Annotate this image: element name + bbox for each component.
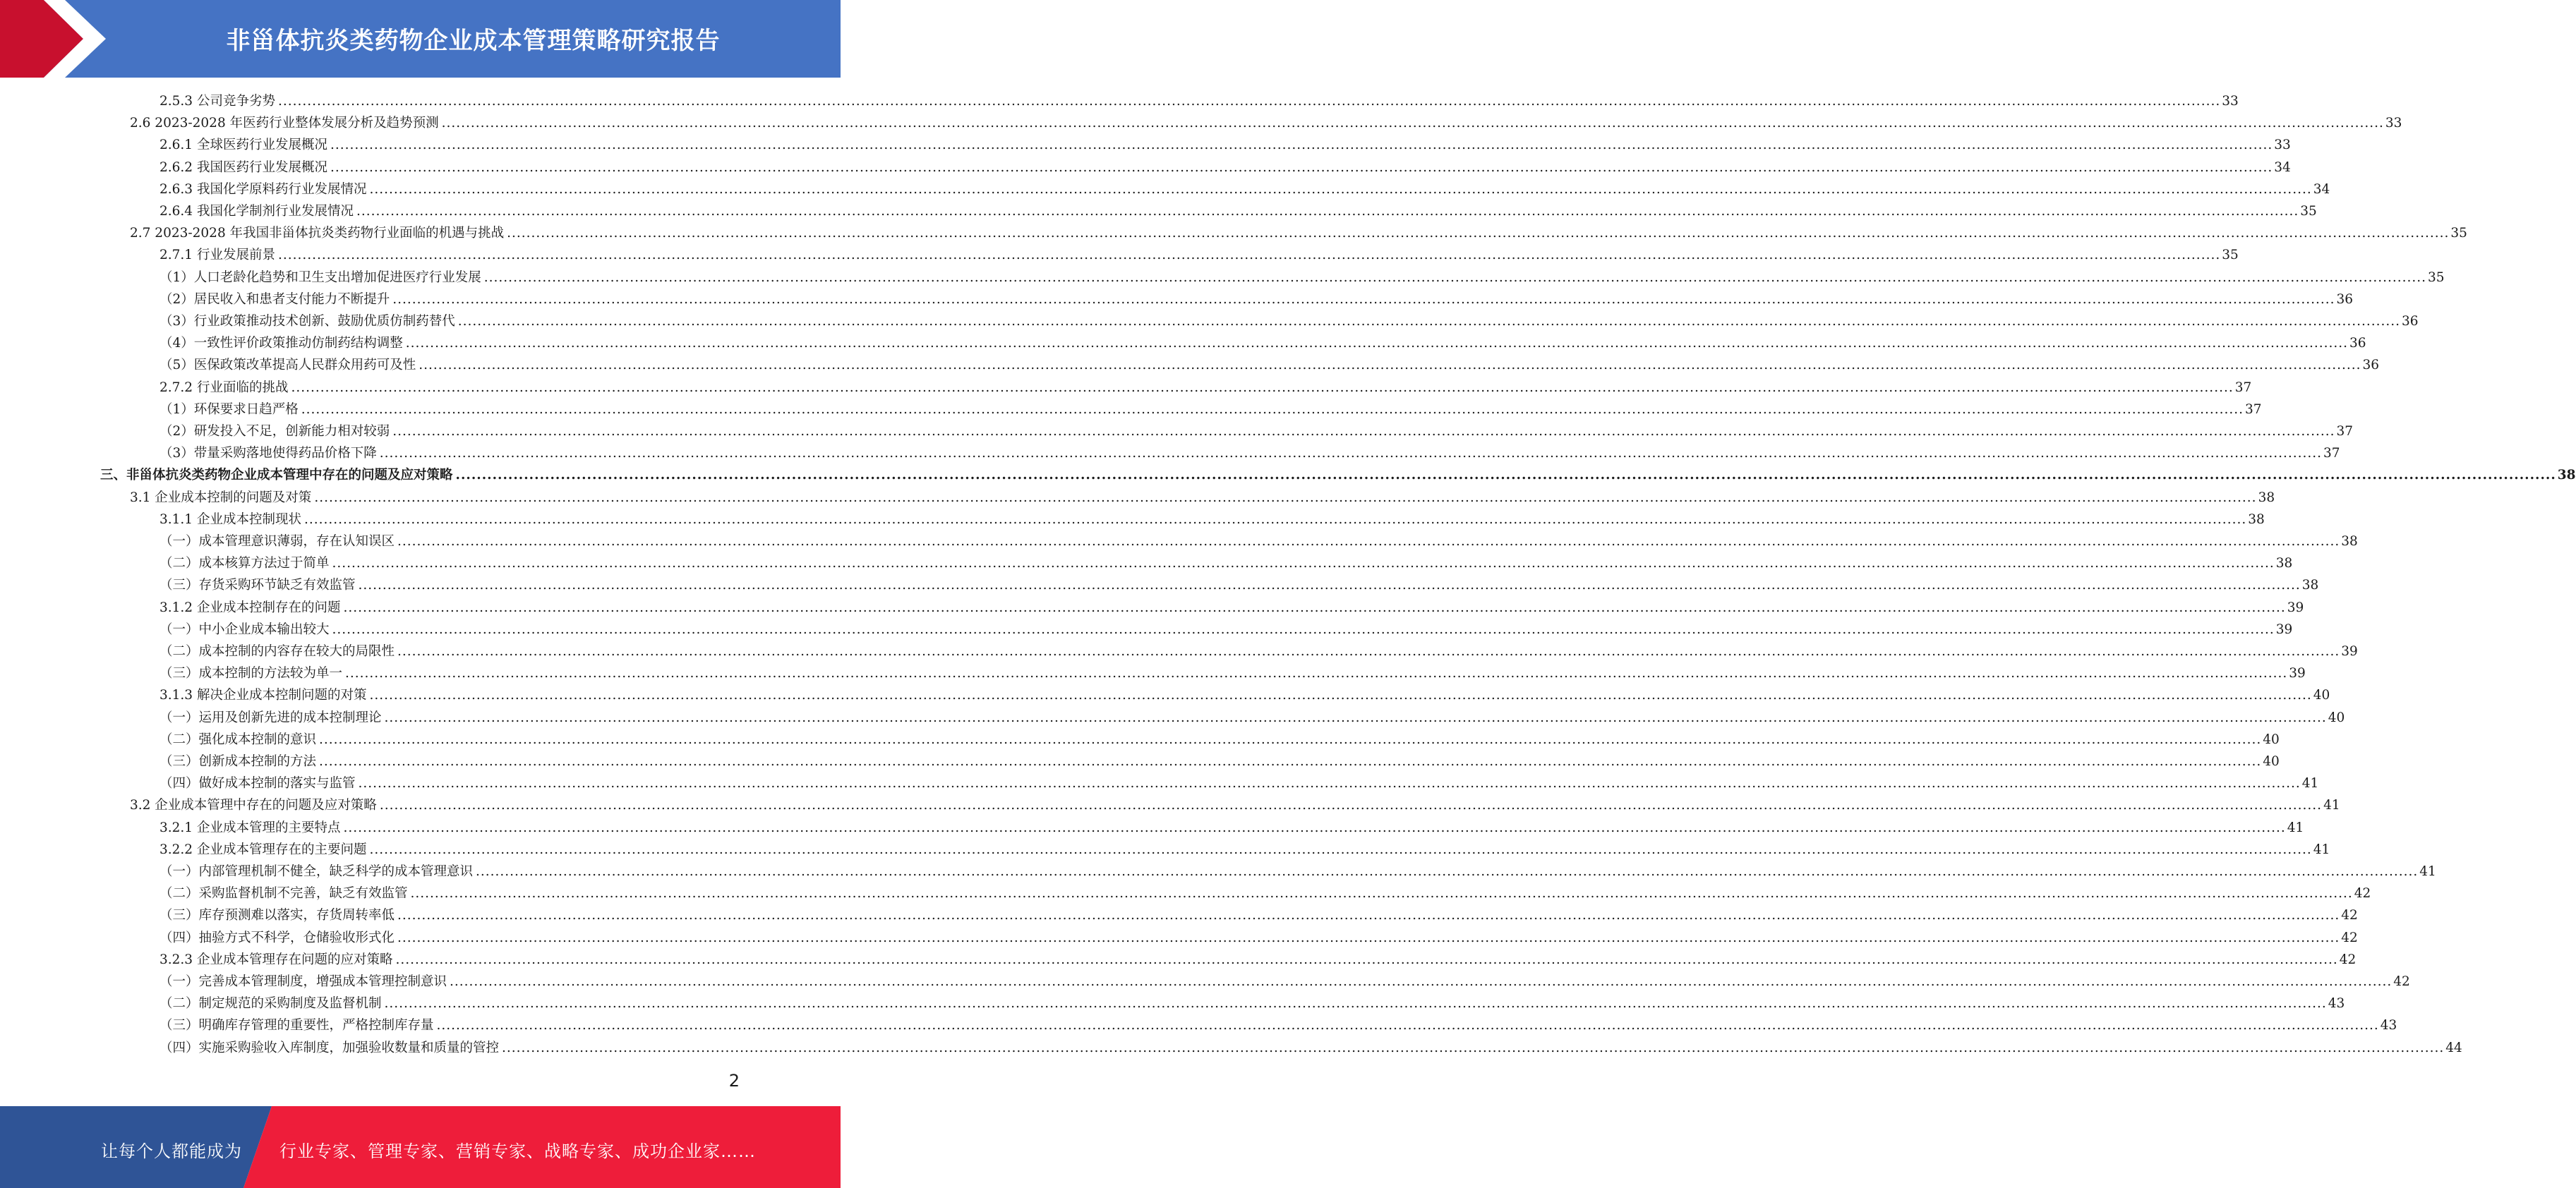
toc-entry-page: 35 — [2450, 226, 2467, 241]
toc-leader-dots: ................................................................................................................................................................................................................................................................................................................................................................................................................ — [441, 116, 2384, 131]
toc-leader-dots: ................................................................................................................................................................................................................................................................................................................................................................................................................ — [483, 269, 2427, 285]
header-banner — [0, 0, 841, 78]
toc-leader-dots: ................................................................................................................................................................................................................................................................................................................................................................................................................ — [343, 600, 2286, 615]
toc-entry-label: （三）创新成本控制的方法 — [160, 754, 317, 769]
toc-entry[interactable] — [160, 838, 2330, 859]
toc-entry-page: 42 — [2341, 908, 2358, 923]
toc-entry[interactable] — [160, 530, 2358, 551]
toc-entry-page: 36 — [2336, 291, 2354, 307]
toc-entry-label: 3.2.1 企业成本管理的主要特点 — [160, 820, 341, 835]
toc-entry-label: （二）成本核算方法过于简单 — [160, 556, 330, 571]
toc-entry[interactable] — [160, 816, 2304, 837]
toc-leader-dots: ................................................................................................................................................................................................................................................................................................................................................................................................................ — [330, 138, 2273, 153]
toc-entry-page: 40 — [2313, 688, 2330, 703]
toc-leader-dots: ................................................................................................................................................................................................................................................................................................................................................................................................................ — [319, 754, 2262, 769]
toc-entry-label: （4）一致性评价政策推动仿制药结构调整 — [160, 336, 403, 351]
toc-leader-dots: ................................................................................................................................................................................................................................................................................................................................................................................................................ — [319, 732, 2262, 747]
toc-entry-label: 2.7.2 行业面临的挑战 — [160, 380, 289, 395]
toc-entry-label: （3）带量采购落地使得药品价格下降 — [160, 446, 377, 461]
toc-entry-label: 2.6.2 我国医药行业发展概况 — [160, 159, 327, 175]
toc-leader-dots: ................................................................................................................................................................................................................................................................................................................................................................................................................ — [450, 974, 2393, 989]
chevron-arrow-icon — [0, 0, 113, 78]
toc-entry-page: 38 — [2258, 490, 2275, 505]
toc-leader-dots: ................................................................................................................................................................................................................................................................................................................................................................................................................ — [345, 666, 2288, 681]
toc-entry-label: 3.1 企业成本控制的问题及对策 — [130, 490, 312, 505]
toc-entry-label: 2.6.3 我国化学原料药行业发展情况 — [160, 181, 367, 197]
toc-entry-label: （一）成本管理意识薄弱，存在认知误区 — [160, 534, 395, 549]
toc-entry[interactable] — [160, 243, 2239, 265]
toc-entry-label: 2.7 2023-2028 年我国非甾体抗炎类药物行业面临的机遇与挑战 — [130, 226, 505, 241]
footer-banner — [0, 1106, 841, 1188]
toc-entry-label: 3.2 企业成本管理中存在的问题及应对策略 — [130, 798, 377, 813]
toc-entry-page: 38 — [2275, 556, 2293, 571]
toc-entry-label: 2.6.1 全球医药行业发展概况 — [160, 138, 327, 153]
toc-entry-label: 2.6 2023-2028 年医药行业整体发展分析及趋势预测 — [130, 116, 439, 131]
toc-entry-page: 36 — [2362, 358, 2380, 373]
toc-leader-dots: ................................................................................................................................................................................................................................................................................................................................................................................................................ — [507, 226, 2450, 241]
toc-entry-label: （一）完善成本管理制度，增强成本管理控制意识 — [160, 974, 447, 989]
toc-leader-dots: ................................................................................................................................................................................................................................................................................................................................................................................................................ — [397, 908, 2340, 923]
toc-entry-page: 42 — [2339, 952, 2357, 967]
toc-leader-dots: ................................................................................................................................................................................................................................................................................................................................................................................................................ — [405, 336, 2349, 351]
toc-entry-page: 43 — [2328, 996, 2345, 1012]
toc-entry[interactable] — [160, 353, 2380, 375]
toc-entry-label: （1）环保要求日趋严格 — [160, 401, 299, 417]
toc-entry-page: 35 — [2300, 204, 2317, 219]
toc-entry-label: 2.6.4 我国化学制剂行业发展情况 — [160, 204, 354, 219]
toc-entry[interactable] — [160, 420, 2354, 441]
toc-leader-dots: ................................................................................................................................................................................................................................................................................................................................................................................................................ — [314, 490, 2257, 505]
toc-entry[interactable] — [160, 662, 2306, 683]
toc-entry-page: 37 — [2323, 446, 2340, 461]
toc-entry[interactable] — [160, 992, 2345, 1013]
toc-leader-dots: ................................................................................................................................................................................................................................................................................................................................................................................................................ — [343, 820, 2286, 835]
toc-leader-dots: ................................................................................................................................................................................................................................................................................................................................................................................................................ — [455, 468, 2556, 483]
toc-leader-dots: ................................................................................................................................................................................................................................................................................................................................................................................................................ — [291, 380, 2234, 395]
toc-entry-label: 3.2.2 企业成本管理存在的主要问题 — [160, 842, 367, 857]
toc-entry-page: 36 — [2349, 336, 2366, 351]
toc-leader-dots: ................................................................................................................................................................................................................................................................................................................................................................................................................ — [356, 204, 2299, 219]
toc-entry-page: 33 — [2274, 138, 2291, 153]
toc-entry-label: （二）采购监督机制不完善，缺乏有效监管 — [160, 886, 408, 902]
toc-entry[interactable] — [160, 310, 2419, 331]
toc-entry[interactable] — [160, 376, 2252, 397]
toc-entry-page: 42 — [2393, 974, 2410, 989]
toc-entry-label: 3.1.1 企业成本控制现状 — [160, 511, 301, 527]
toc-leader-dots: ................................................................................................................................................................................................................................................................................................................................................................................................................ — [457, 314, 2401, 329]
toc-entry-label: （一）内部管理机制不健全，缺乏科学的成本管理意识 — [160, 864, 474, 879]
toc-entry[interactable] — [160, 133, 2291, 154]
toc-leader-dots: ................................................................................................................................................................................................................................................................................................................................................................................................................ — [397, 930, 2340, 945]
toc-entry-label: 2.7.1 行业发展前景 — [160, 248, 275, 263]
toc-entry-page: 41 — [2301, 776, 2319, 792]
toc-entry[interactable] — [160, 442, 2340, 463]
toc-entry-page: 34 — [2274, 159, 2291, 175]
toc-entry-label: （5）医保政策改革提高人民群众用药可及性 — [160, 358, 416, 373]
toc-entry[interactable] — [160, 90, 2239, 111]
toc-entry[interactable] — [160, 684, 2330, 705]
toc-leader-dots: ................................................................................................................................................................................................................................................................................................................................................................................................................ — [303, 511, 2247, 527]
toc-entry-label: （二）成本控制的内容存在较大的局限性 — [160, 644, 395, 659]
toc-leader-dots: ................................................................................................................................................................................................................................................................................................................................................................................................................ — [369, 181, 2312, 197]
toc-leader-dots: ................................................................................................................................................................................................................................................................................................................................................................................................................ — [332, 622, 2275, 637]
toc-entry-page: 35 — [2222, 248, 2239, 263]
toc-leader-dots: ................................................................................................................................................................................................................................................................................................................................................................................................................ — [358, 578, 2301, 593]
toc-leader-dots: ................................................................................................................................................................................................................................................................................................................................................................................................................ — [502, 1040, 2445, 1055]
toc-entry-page: 42 — [2354, 886, 2371, 902]
toc-entry[interactable] — [160, 508, 2265, 529]
toc-entry[interactable] — [160, 948, 2357, 969]
toc-entry-label: （3）行业政策推动技术创新、鼓励优质仿制药替代 — [160, 314, 455, 329]
toc-entry-page: 33 — [2222, 94, 2239, 109]
toc-leader-dots: ................................................................................................................................................................................................................................................................................................................................................................................................................ — [476, 864, 2419, 879]
toc-leader-dots: ................................................................................................................................................................................................................................................................................................................................................................................................................ — [301, 401, 2244, 417]
toc-entry-page: 35 — [2428, 269, 2445, 285]
toc-entry[interactable] — [160, 178, 2330, 199]
toc-entry-page: 37 — [2336, 424, 2354, 439]
toc-entry[interactable] — [160, 156, 2291, 177]
toc-entry-label: 三、非甾体抗炎类药物企业成本管理中存在的问题及应对策略 — [100, 468, 453, 483]
toc-entry[interactable] — [160, 772, 2319, 793]
toc-leader-dots: ................................................................................................................................................................................................................................................................................................................................................................................................................ — [369, 842, 2312, 857]
toc-leader-dots: ................................................................................................................................................................................................................................................................................................................................................................................................................ — [436, 1018, 2379, 1034]
toc-entry-label: 2.5.3 公司竞争劣势 — [160, 94, 275, 109]
toc-entry[interactable] — [160, 926, 2358, 947]
toc-entry-label: 3.2.3 企业成本管理存在问题的应对策略 — [160, 952, 393, 967]
footer-slogan-right: 行业专家、管理专家、营销专家、战略专家、成功企业家…… — [279, 1141, 756, 1161]
footer-slogan-left: 让每个人都能成为 — [101, 1141, 242, 1161]
toc-entry-page: 34 — [2313, 181, 2330, 197]
toc-leader-dots: ................................................................................................................................................................................................................................................................................................................................................................................................................ — [410, 886, 2353, 902]
toc-leader-dots: ................................................................................................................................................................................................................................................................................................................................................................................................................ — [384, 996, 2327, 1012]
toc-entry[interactable] — [160, 552, 2293, 573]
toc-leader-dots: ................................................................................................................................................................................................................................................................................................................................................................................................................ — [384, 710, 2327, 725]
toc-leader-dots: ................................................................................................................................................................................................................................................................................................................................................................................................................ — [395, 952, 2338, 967]
toc-entry-label: （四）抽验方式不科学，仓储验收形式化 — [160, 930, 395, 945]
toc-entry-page: 38 — [2301, 578, 2319, 593]
toc-entry[interactable] — [130, 222, 2467, 243]
toc-entry[interactable] — [160, 970, 2410, 991]
toc-entry-label: （二）强化成本控制的意识 — [160, 732, 317, 747]
toc-entry-label: （三）成本控制的方法较为单一 — [160, 666, 343, 681]
toc-entry[interactable] — [160, 706, 2345, 727]
toc-leader-dots: ................................................................................................................................................................................................................................................................................................................................................................................................................ — [397, 644, 2340, 659]
toc-entry[interactable] — [160, 904, 2358, 925]
toc-entry[interactable] — [130, 486, 2275, 507]
toc-entry[interactable] — [160, 750, 2280, 771]
toc-entry[interactable] — [160, 288, 2354, 309]
document-title: 非甾体抗炎类药物企业成本管理策略研究报告 — [226, 27, 721, 55]
toc-entry-page: 43 — [2380, 1018, 2397, 1034]
toc-entry[interactable] — [160, 266, 2445, 287]
toc-entry-page: 40 — [2328, 710, 2345, 725]
toc-entry-page: 39 — [2287, 600, 2304, 615]
toc-leader-dots: ................................................................................................................................................................................................................................................................................................................................................................................................................ — [330, 159, 2273, 175]
toc-entry[interactable] — [160, 640, 2358, 661]
toc-leader-dots: ................................................................................................................................................................................................................................................................................................................................................................................................................ — [277, 248, 2221, 263]
toc-leader-dots: ................................................................................................................................................................................................................................................................................................................................................................................................................ — [392, 424, 2335, 439]
toc-entry-page: 41 — [2323, 798, 2340, 813]
toc-entry-label: （三）明确库存管理的重要性，严格控制库存量 — [160, 1018, 434, 1034]
toc-entry-label: （一）运用及创新先进的成本控制理论 — [160, 710, 382, 725]
toc-entry-page: 39 — [2289, 666, 2306, 681]
toc-entry-page: 38 — [2341, 534, 2358, 549]
toc-entry[interactable] — [130, 111, 2402, 133]
toc-leader-dots: ................................................................................................................................................................................................................................................................................................................................................................................................................ — [392, 291, 2335, 307]
toc-leader-dots: ................................................................................................................................................................................................................................................................................................................................................................................................................ — [277, 94, 2221, 109]
toc-entry-page: 40 — [2263, 754, 2280, 769]
toc-entry-page: 38 — [2557, 468, 2576, 483]
toc-leader-dots: ................................................................................................................................................................................................................................................................................................................................................................................................................ — [358, 776, 2301, 792]
toc-leader-dots: ................................................................................................................................................................................................................................................................................................................................................................................................................ — [369, 688, 2312, 703]
toc-entry-label: （四）实施采购验收入库制度，加强验收数量和质量的管控 — [160, 1040, 500, 1055]
toc-entry-page: 37 — [2245, 401, 2262, 417]
toc-entry-page: 41 — [2287, 820, 2304, 835]
toc-entry-page: 41 — [2419, 864, 2436, 879]
toc-entry[interactable] — [160, 200, 2317, 221]
toc-entry[interactable] — [160, 596, 2304, 617]
toc-leader-dots: ................................................................................................................................................................................................................................................................................................................................................................................................................ — [379, 798, 2323, 813]
toc-entry-label: （1）人口老龄化趋势和卫生支出增加促进医疗行业发展 — [160, 269, 481, 285]
toc-entry-page: 44 — [2445, 1040, 2462, 1055]
toc-entry[interactable] — [160, 882, 2371, 903]
toc-leader-dots: ................................................................................................................................................................................................................................................................................................................................................................................................................ — [397, 534, 2340, 549]
toc-entry-page: 42 — [2341, 930, 2358, 945]
toc-entry[interactable] — [100, 463, 2576, 485]
toc-entry[interactable] — [160, 332, 2366, 353]
toc-entry-label: （三）存货采购环节缺乏有效监管 — [160, 578, 356, 593]
toc-entry-label: （二）制定规范的采购制度及监督机制 — [160, 996, 382, 1012]
toc-entry[interactable] — [160, 618, 2293, 639]
page-number: 2 — [728, 1071, 740, 1091]
toc-entry[interactable] — [160, 728, 2280, 749]
toc-entry-page: 38 — [2248, 511, 2265, 527]
toc-entry[interactable] — [160, 1014, 2397, 1035]
toc-entry-page: 39 — [2341, 644, 2358, 659]
toc-entry-label: （三）库存预测难以落实，存货周转率低 — [160, 908, 395, 923]
toc-entry-page: 37 — [2234, 380, 2252, 395]
toc-entry-label: （2）研发投入不足，创新能力相对较弱 — [160, 424, 390, 439]
toc-entry-label: 3.1.3 解决企业成本控制问题的对策 — [160, 688, 367, 703]
toc-entry-label: 3.1.2 企业成本控制存在的问题 — [160, 600, 341, 615]
toc-entry[interactable] — [160, 574, 2319, 595]
toc-leader-dots: ................................................................................................................................................................................................................................................................................................................................................................................................................ — [379, 446, 2323, 461]
toc-entry-label: （一）中小企业成本输出较大 — [160, 622, 330, 637]
toc-entry-page: 40 — [2263, 732, 2280, 747]
toc-entry-page: 41 — [2313, 842, 2330, 857]
toc-entry-label: （2）居民收入和患者支付能力不断提升 — [160, 291, 390, 307]
toc-entry[interactable] — [160, 1036, 2462, 1057]
toc-entry[interactable] — [160, 860, 2436, 881]
toc-entry-label: （四）做好成本控制的落实与监管 — [160, 776, 356, 792]
toc-entry-page: 39 — [2275, 622, 2293, 637]
toc-entry-page: 33 — [2385, 116, 2402, 131]
toc-entry-page: 36 — [2402, 314, 2419, 329]
toc-leader-dots: ................................................................................................................................................................................................................................................................................................................................................................................................................ — [332, 556, 2275, 571]
toc-entry[interactable] — [130, 794, 2340, 815]
toc-entry[interactable] — [160, 398, 2262, 419]
toc-leader-dots: ................................................................................................................................................................................................................................................................................................................................................................................................................ — [419, 358, 2361, 373]
